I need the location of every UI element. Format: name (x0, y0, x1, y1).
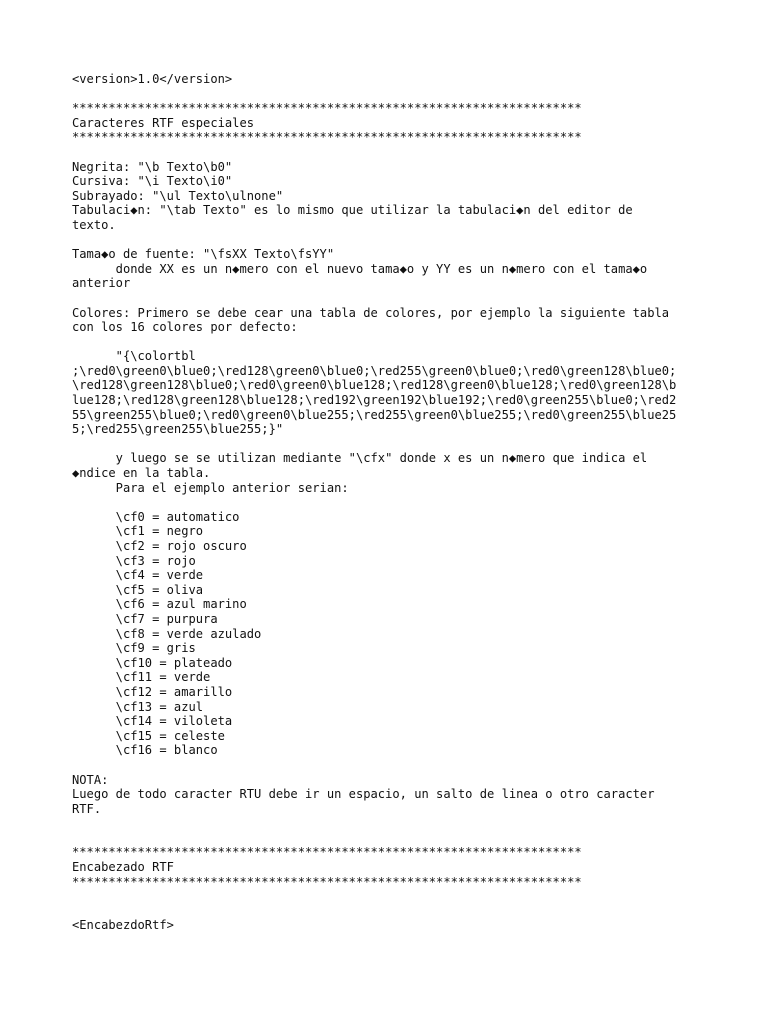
colortbl-line: \red128\green128\blue0;\red0\green0\blue128;\red128\green0\blue128;\red0\green128\b (72, 378, 677, 393)
tab-line: Tabulaci◆n: "\tab Texto" es lo mismo que utilizar la tabulaci◆n del editor de (72, 203, 633, 218)
separator-line: ********************************************************************** (72, 101, 582, 116)
note-line: RTF. (72, 801, 102, 816)
cf-item: \cf3 = rojo (72, 553, 196, 568)
cf-item: \cf4 = verde (72, 568, 204, 583)
note-line: Luego de todo caracter RTU debe ir un espacio, un salto de linea o otro caracter (72, 787, 655, 802)
usage-line: Para el ejemplo anterior serian: (72, 480, 349, 495)
header-tag: <EncabezdoRtf> (72, 918, 174, 933)
cf-item: \cf0 = automatico (72, 509, 240, 524)
colortbl-line: "{\colortbl (72, 349, 196, 364)
cf-item: \cf8 = verde azulado (72, 626, 262, 641)
section-title: Encabezado RTF (72, 860, 174, 875)
separator-line: ********************************************************************** (72, 874, 582, 889)
cf-item: \cf11 = verde (72, 670, 211, 685)
section-title: Caracteres RTF especiales (72, 115, 255, 130)
cf-item: \cf15 = celeste (72, 728, 225, 743)
colortbl-line: 55\green255\blue0;\red0\green0\blue255;\red255\green0\blue255;\red0\green255\blue25 (72, 407, 677, 422)
cf-item: \cf7 = purpura (72, 611, 218, 626)
colors-line: Colores: Primero se debe cear una tabla de colores, por ejemplo la siguiente tabla (72, 305, 670, 320)
cf-item: \cf16 = blanco (72, 743, 218, 758)
cf-item: \cf13 = azul (72, 699, 204, 714)
cf-item: \cf12 = amarillo (72, 684, 233, 699)
colortbl-line: lue128;\red128\green128\blue128;\red192\green192\blue192;\red0\green255\blue0;\red2 (72, 393, 677, 408)
fontsize-line: Tama◆o de fuente: "\fsXX Texto\fsYY" (72, 247, 335, 262)
underline-line: Subrayado: "\ul Texto\ulnone" (72, 188, 284, 203)
separator-line: ********************************************************************** (72, 845, 582, 860)
fontsize-line: anterior (72, 276, 131, 291)
tab-line: texto. (72, 217, 116, 232)
bold-line: Negrita: "\b Texto\b0" (72, 159, 233, 174)
italic-line: Cursiva: "\i Texto\i0" (72, 174, 233, 189)
cf-item: \cf6 = azul marino (72, 597, 247, 612)
separator-line: ********************************************************************** (72, 130, 582, 145)
cf-item: \cf14 = viloleta (72, 714, 233, 729)
cf-item: \cf2 = rojo oscuro (72, 539, 247, 553)
note-title: NOTA: (72, 772, 109, 787)
colortbl-line: 5;\red255\green255\blue255;}" (72, 422, 284, 437)
colors-line: con los 16 colores por defecto: (72, 320, 298, 335)
cf-item: \cf10 = plateado (72, 655, 233, 670)
fontsize-line: donde XX es un n◆mero con el nuevo tama◆o y YY es un n◆mero con el tama◆o (72, 261, 648, 276)
version-tag: <version>1.0</version> (72, 72, 233, 86)
cf-item: \cf1 = negro (72, 524, 204, 539)
cf-item: \cf9 = gris (72, 641, 196, 656)
colortbl-line: ;\red0\green0\blue0;\red128\green0\blue0;\red255\green0\blue0;\red0\green128\blue0; (72, 363, 677, 378)
cf-item: \cf5 = oliva (72, 582, 204, 597)
usage-line: ◆ndice en la tabla. (72, 466, 211, 481)
usage-line: y luego se se utilizan mediante "\cfx" donde x es un n◆mero que indica el (72, 451, 648, 466)
document-text (72, 72, 712, 933)
